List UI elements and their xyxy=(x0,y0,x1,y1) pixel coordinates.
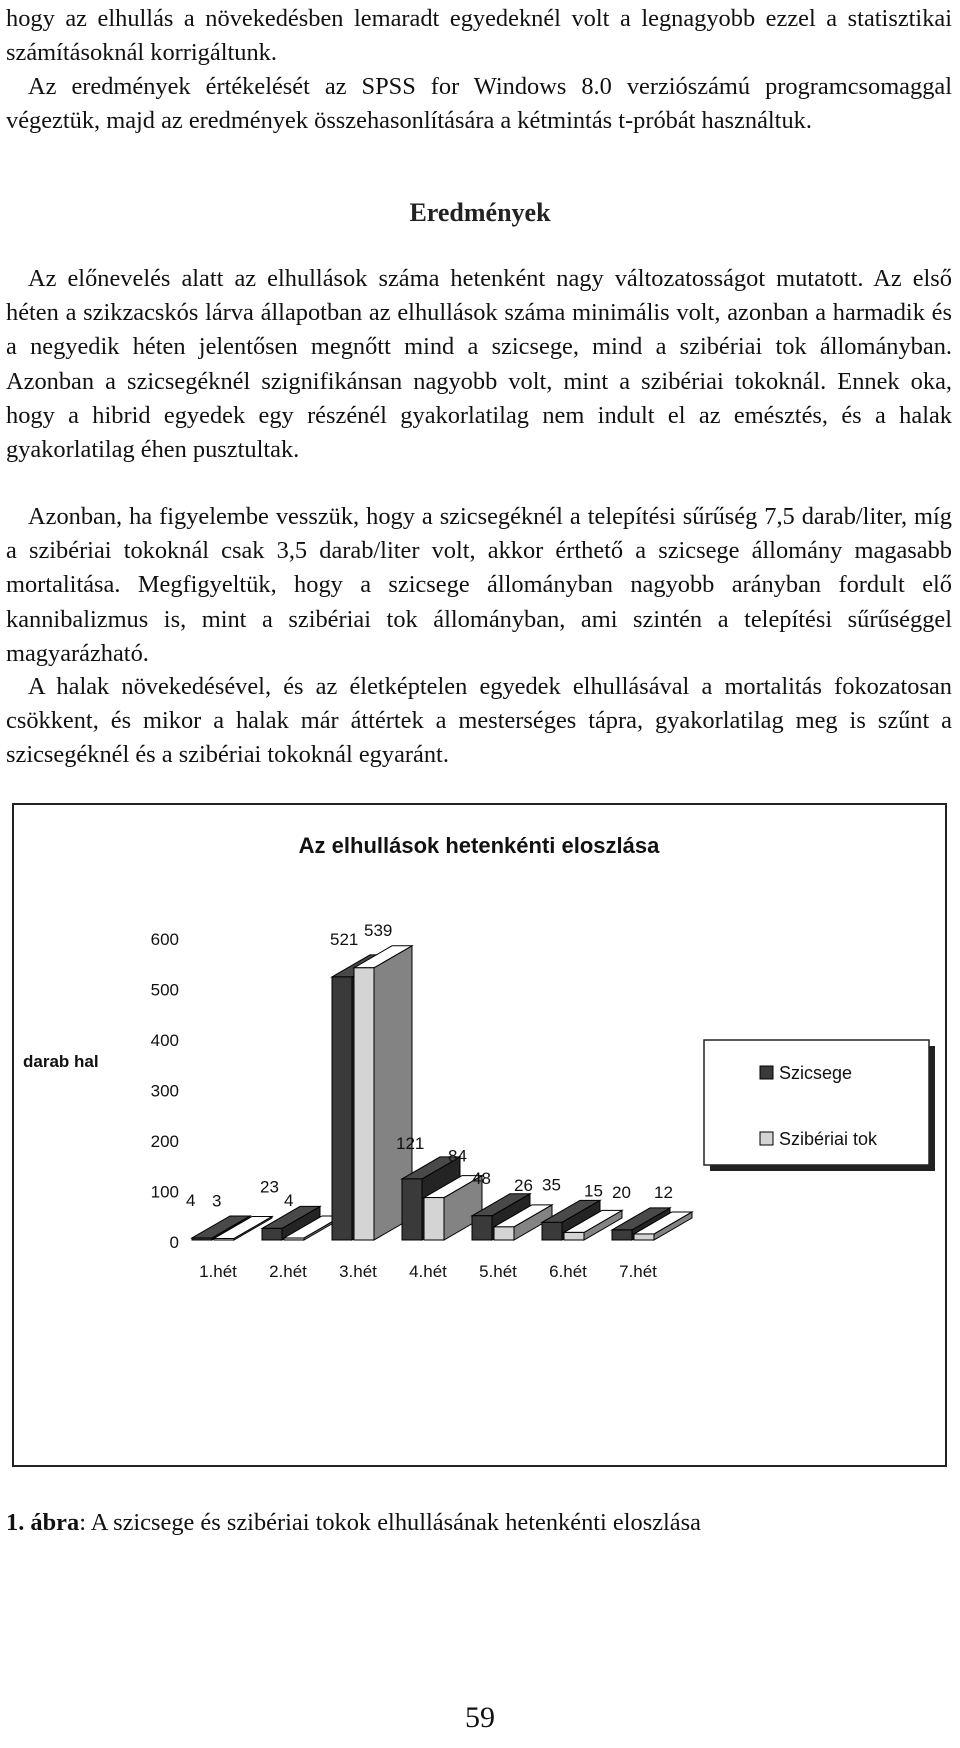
bar-szibériai-tok xyxy=(424,1198,444,1240)
y-tick-label: 300 xyxy=(150,1081,179,1101)
bar-szicsege xyxy=(402,1179,422,1240)
y-tick-label: 400 xyxy=(150,1031,179,1050)
data-label-szicsege: 23 xyxy=(260,1177,279,1197)
chart-title: Az elhullások hetenkénti eloszlása xyxy=(298,833,660,858)
data-label-szibériai-tok: 3 xyxy=(212,1191,222,1211)
legend-label: Szicsege xyxy=(779,1063,853,1083)
bar-szicsege xyxy=(612,1230,632,1240)
figure-caption xyxy=(6,1509,701,1537)
data-label-szicsege: 48 xyxy=(472,1168,491,1188)
bar-szicsege xyxy=(262,1228,282,1240)
bar-chart xyxy=(14,805,945,1465)
data-label-szicsege: 4 xyxy=(186,1190,196,1210)
legend-swatch xyxy=(760,1132,773,1145)
section-heading: Eredmények xyxy=(409,198,551,227)
x-tick-label: 4.hét xyxy=(409,1262,447,1281)
data-label-szibériai-tok: 26 xyxy=(514,1175,533,1195)
x-tick-label: 1.hét xyxy=(199,1262,237,1281)
y-tick-label: 500 xyxy=(150,980,179,1000)
data-label-szibériai-tok: 15 xyxy=(584,1181,603,1201)
data-label-szibériai-tok: 4 xyxy=(284,1190,294,1210)
y-tick-label: 600 xyxy=(150,930,179,949)
bar-szicsege xyxy=(472,1216,492,1240)
data-label-szicsege: 521 xyxy=(330,929,359,949)
bar-szibériai-tok xyxy=(214,1238,234,1240)
page-number: 59 xyxy=(465,1701,495,1734)
bar-szibériai-tok xyxy=(284,1238,304,1240)
paragraph-1: hogy az elhullás a növekedésben lemaradt egyedeknél volt a legnagyobb ezzel a statisztikai számításoknál korrigáltunk. xyxy=(6,5,952,67)
y-tick-label: 0 xyxy=(169,1233,179,1252)
paragraph-3: Az előnevelés alatt az elhullások száma hetenként nagy változatosságot mutatott. Az első héten a szikzacskós lárva állapotban az elhullások száma minimális volt, azonban a harmadik és a negyedik héten jelentősen megnőtt mind a szicsege, mind a szibériai tok állományban. Azonban a szicsegéknél szignifikánsan nagyobb volt, mint a szibériai tokoknál. Ennek oka, hogy a hibrid egyedek egy részénél gyakorlatilag nem indult el az emésztés, és a halak gyakorlatilag éhen pusztultak. xyxy=(6,265,952,464)
bar-szibériai-tok xyxy=(354,968,374,1240)
legend-swatch xyxy=(760,1066,773,1079)
bar-szicsege xyxy=(332,977,352,1240)
data-label-szicsege: 121 xyxy=(396,1133,425,1153)
caption-label: 1. ábra xyxy=(6,1509,80,1536)
x-tick-label: 2.hét xyxy=(269,1262,307,1281)
bar-szicsege xyxy=(192,1238,212,1240)
y-tick-label: 200 xyxy=(150,1132,179,1151)
data-label-szicsege: 20 xyxy=(612,1182,631,1202)
paragraph-4: Azonban, ha figyelembe vesszük, hogy a szicsegéknél a telepítési sűrűség 7,5 darab/liter, míg a szibériai tokoknál csak 3,5 darab/liter volt, akkor érthető a szicsege állomány magasabb mortalitása. Megfigyeltük, hogy a szicsege állományban nagyobb arányban fordult elő kannibalizmus is, mint a szibériai tok állományban, ami szintén a telepítési sűrűséggel magyarázható. xyxy=(6,503,952,667)
paragraph-5: A halak növekedésével, és az életképtelen egyedek elhullásával a mortalitás fokozatosan csökkent, és mikor a halak már áttértek a mesterséges tápra, gyakorlatilag meg is szűnt a szicsegéknél és a szibériai tokoknál egyaránt. xyxy=(6,673,952,769)
data-label-szicsege: 35 xyxy=(542,1175,561,1195)
legend-label: Szibériai tok xyxy=(779,1129,878,1149)
bar-szibériai-tok xyxy=(494,1227,514,1240)
bar-szibériai-tok xyxy=(634,1234,654,1240)
y-axis-label: darab hal xyxy=(23,1052,99,1071)
y-tick-label: 100 xyxy=(150,1182,179,1202)
x-tick-label: 7.hét xyxy=(619,1262,657,1281)
caption-text: : A szicsege és szibériai tokok elhullásának hetenkénti eloszlása xyxy=(79,1509,701,1536)
x-tick-label: 6.hét xyxy=(549,1262,587,1281)
chart-frame xyxy=(12,803,947,1467)
data-label-szibériai-tok: 539 xyxy=(364,920,393,940)
x-tick-label: 5.hét xyxy=(479,1262,517,1281)
data-label-szibériai-tok: 84 xyxy=(448,1146,467,1166)
bar-szibériai-tok xyxy=(564,1232,584,1240)
bar-szicsege xyxy=(542,1222,562,1240)
paragraph-2: Az eredmények értékelését az SPSS for Windows 8.0 verziószámú programcsomaggal végeztük, majd az eredmények összehasonlítására a kétmintás t-próbát használtuk. xyxy=(6,73,952,135)
x-tick-label: 3.hét xyxy=(339,1262,377,1281)
data-label-szibériai-tok: 12 xyxy=(654,1182,673,1202)
